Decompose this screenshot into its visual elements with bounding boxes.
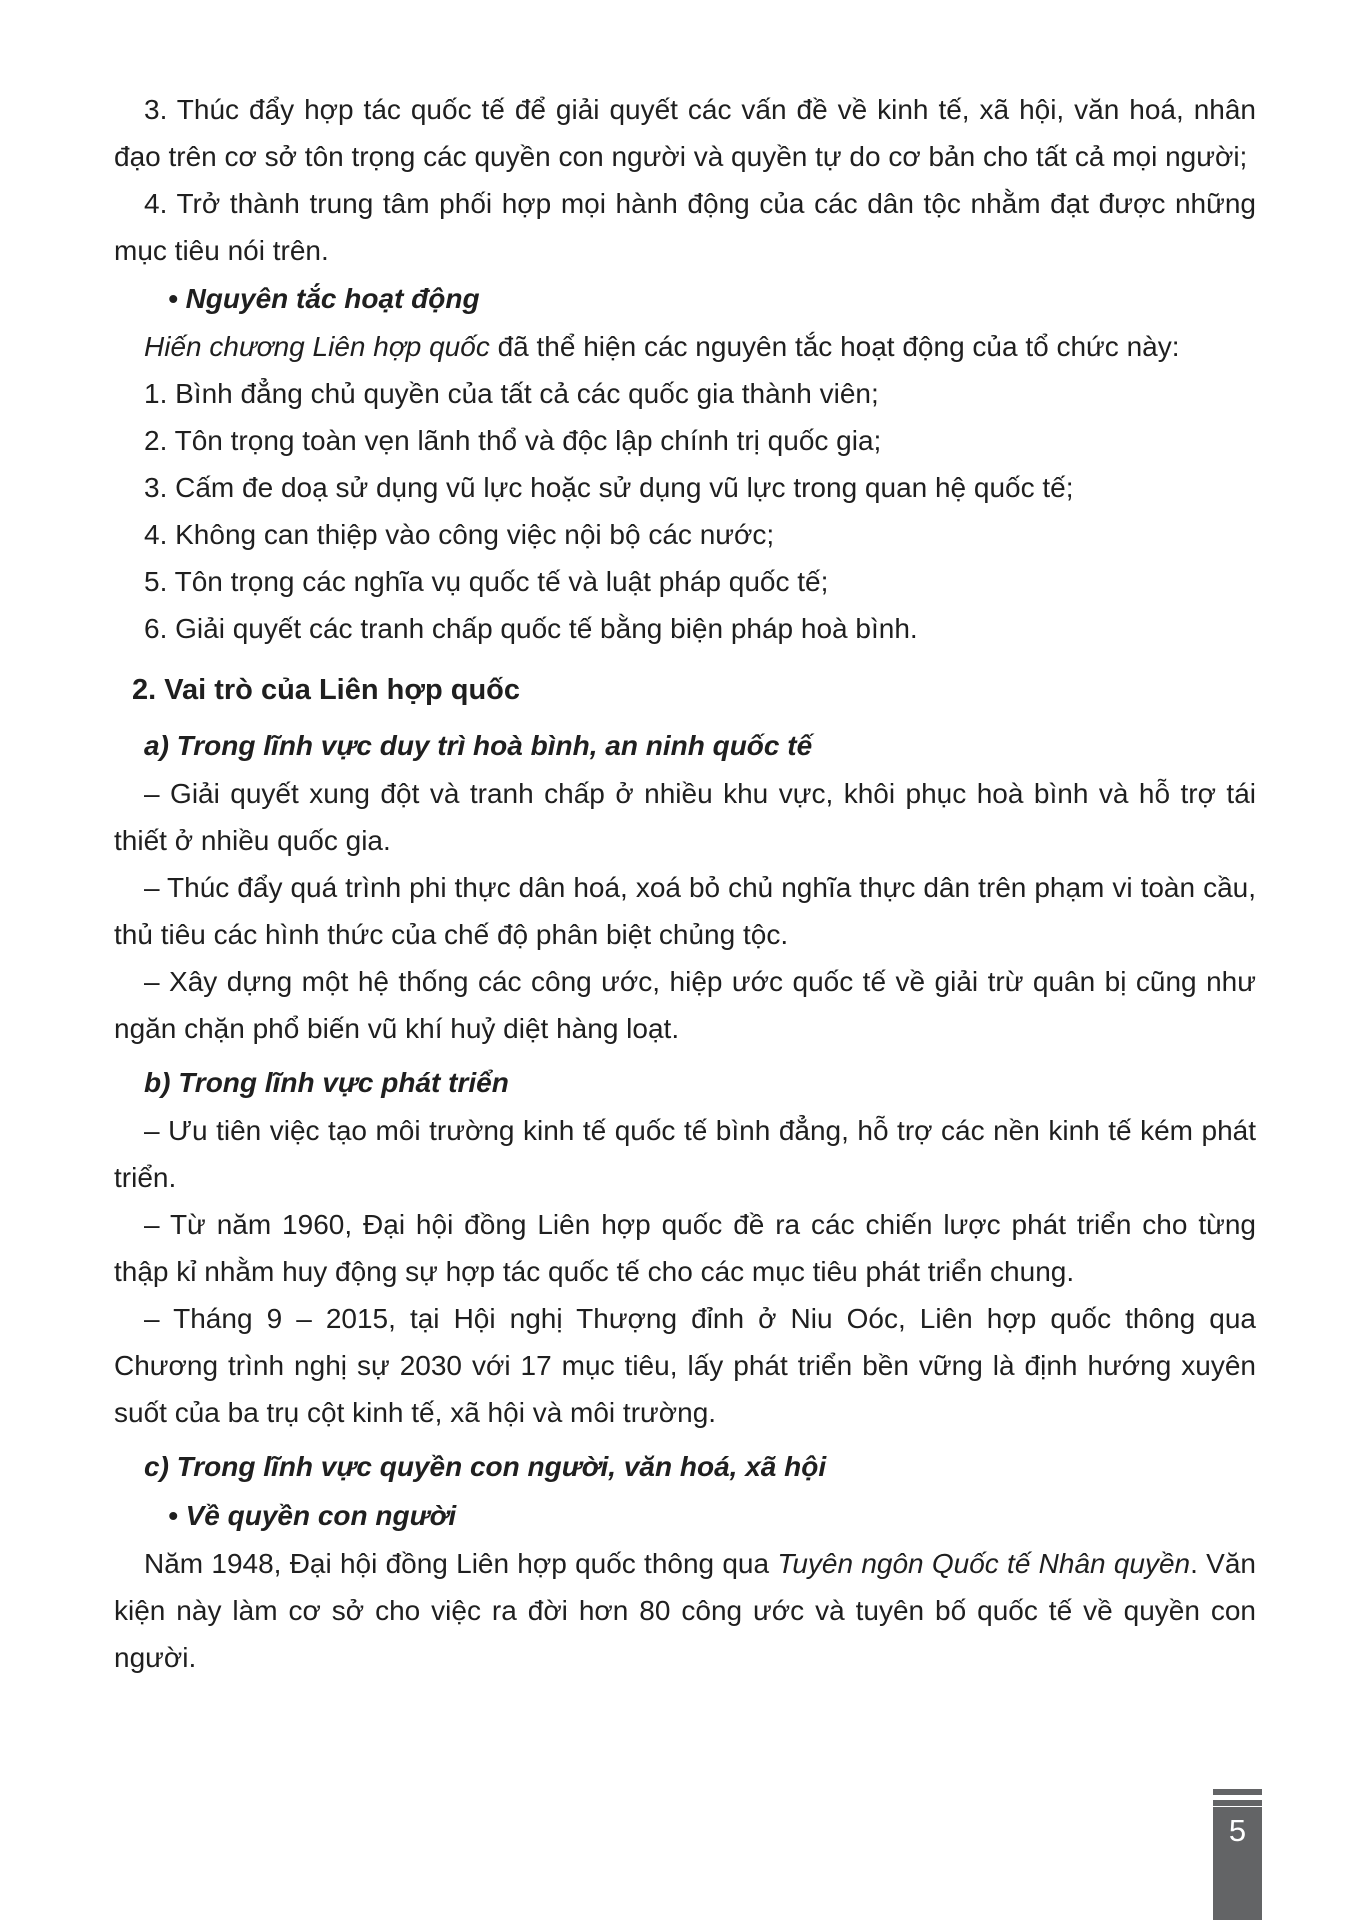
page-number-tab bbox=[1213, 1807, 1262, 1920]
development-item-3: – Tháng 9 – 2015, tại Hội nghị Thượng đỉnh ở Niu Oóc, Liên hợp quốc thông qua Chương trình nghị sự 2030 với 17 mục tiêu, lấy phát triển bền vững là định hướng xuyên suốt của ba trụ cột kinh tế, xã hội và môi trường. bbox=[114, 1303, 1256, 1428]
goal-4-paragraph: 4. Trở thành trung tâm phối hợp mọi hành động của các dân tộc nhằm đạt được những mục tiêu nói trên. bbox=[114, 188, 1256, 266]
principle-item-5: 5. Tôn trọng các nghĩa vụ quốc tế và luật pháp quốc tế; bbox=[144, 566, 829, 597]
subsection-c-heading: c) Trong lĩnh vực quyền con người, văn hoá, xã hội bbox=[144, 1451, 827, 1482]
development-item-1: – Ưu tiên việc tạo môi trường kinh tế quốc tế bình đẳng, hỗ trợ các nền kinh tế kém phát triển. bbox=[114, 1115, 1256, 1193]
charter-intro-rest: đã thể hiện các nguyên tắc hoạt động của tổ chức này: bbox=[489, 331, 1180, 362]
development-item-2: – Từ năm 1960, Đại hội đồng Liên hợp quốc đề ra các chiến lược phát triển cho từng thập kỉ nhằm huy động sự hợp tác quốc tế cho các mục tiêu phát triển chung. bbox=[114, 1209, 1256, 1287]
page-tab-bar-bottom bbox=[1213, 1800, 1262, 1806]
subsection-b-heading: b) Trong lĩnh vực phát triển bbox=[144, 1067, 509, 1098]
page-tab-bar-top bbox=[1213, 1789, 1262, 1795]
human-rights-paragraph bbox=[114, 1540, 1256, 1681]
subsection-a-heading: a) Trong lĩnh vực duy trì hoà bình, an ninh quốc tế bbox=[144, 730, 813, 761]
declaration-title-italic: Tuyên ngôn Quốc tế Nhân quyền bbox=[777, 1548, 1191, 1579]
peace-item-3: – Xây dựng một hệ thống các công ước, hiệp ước quốc tế về giải trừ quân bị cũng như ngăn chặn phổ biến vũ khí huỷ diệt hàng loạt. bbox=[114, 966, 1256, 1044]
goal-3-paragraph: 3. Thúc đẩy hợp tác quốc tế để giải quyết các vấn đề về kinh tế, xã hội, văn hoá, nhân đạo trên cơ sở tôn trọng các quyền con người và quyền tự do cơ bản cho tất cả mọi người; bbox=[114, 94, 1256, 172]
principle-item-6: 6. Giải quyết các tranh chấp quốc tế bằng biện pháp hoà bình. bbox=[144, 613, 918, 644]
hr-paragraph-pre: Năm 1948, Đại hội đồng Liên hợp quốc thông qua bbox=[144, 1548, 778, 1579]
principle-item-1: 1. Bình đẳng chủ quyền của tất cả các quốc gia thành viên; bbox=[144, 378, 879, 409]
peace-item-1: – Giải quyết xung đột và tranh chấp ở nhiều khu vực, khôi phục hoà bình và hỗ trợ tái thiết ở nhiều quốc gia. bbox=[114, 778, 1256, 856]
principles-bullet-heading: • Nguyên tắc hoạt động bbox=[168, 283, 480, 314]
section-2-heading: 2. Vai trò của Liên hợp quốc bbox=[132, 674, 521, 706]
peace-item-2: – Thúc đẩy quá trình phi thực dân hoá, xoá bỏ chủ nghĩa thực dân trên phạm vi toàn cầu, thủ tiêu các hình thức của chế độ phân biệt chủng tộc. bbox=[114, 872, 1256, 950]
human-rights-bullet-heading: • Về quyền con người bbox=[168, 1500, 457, 1531]
page-number: 5 bbox=[1228, 1813, 1247, 1848]
charter-title-italic: Hiến chương Liên hợp quốc bbox=[144, 331, 490, 362]
charter-intro-paragraph bbox=[114, 323, 1256, 370]
principle-item-4: 4. Không can thiệp vào công việc nội bộ các nước; bbox=[144, 519, 775, 550]
principle-item-2: 2. Tôn trọng toàn vẹn lãnh thổ và độc lập chính trị quốc gia; bbox=[144, 425, 882, 456]
hr-paragraph-post: . Văn kiện này làm cơ sở cho việc ra đời hơn 80 công ước và tuyên bố quốc tế về quyền con người. bbox=[114, 1548, 1256, 1673]
principle-item-3: 3. Cấm đe doạ sử dụng vũ lực hoặc sử dụng vũ lực trong quan hệ quốc tế; bbox=[144, 472, 1074, 503]
page-content bbox=[114, 86, 1256, 1681]
